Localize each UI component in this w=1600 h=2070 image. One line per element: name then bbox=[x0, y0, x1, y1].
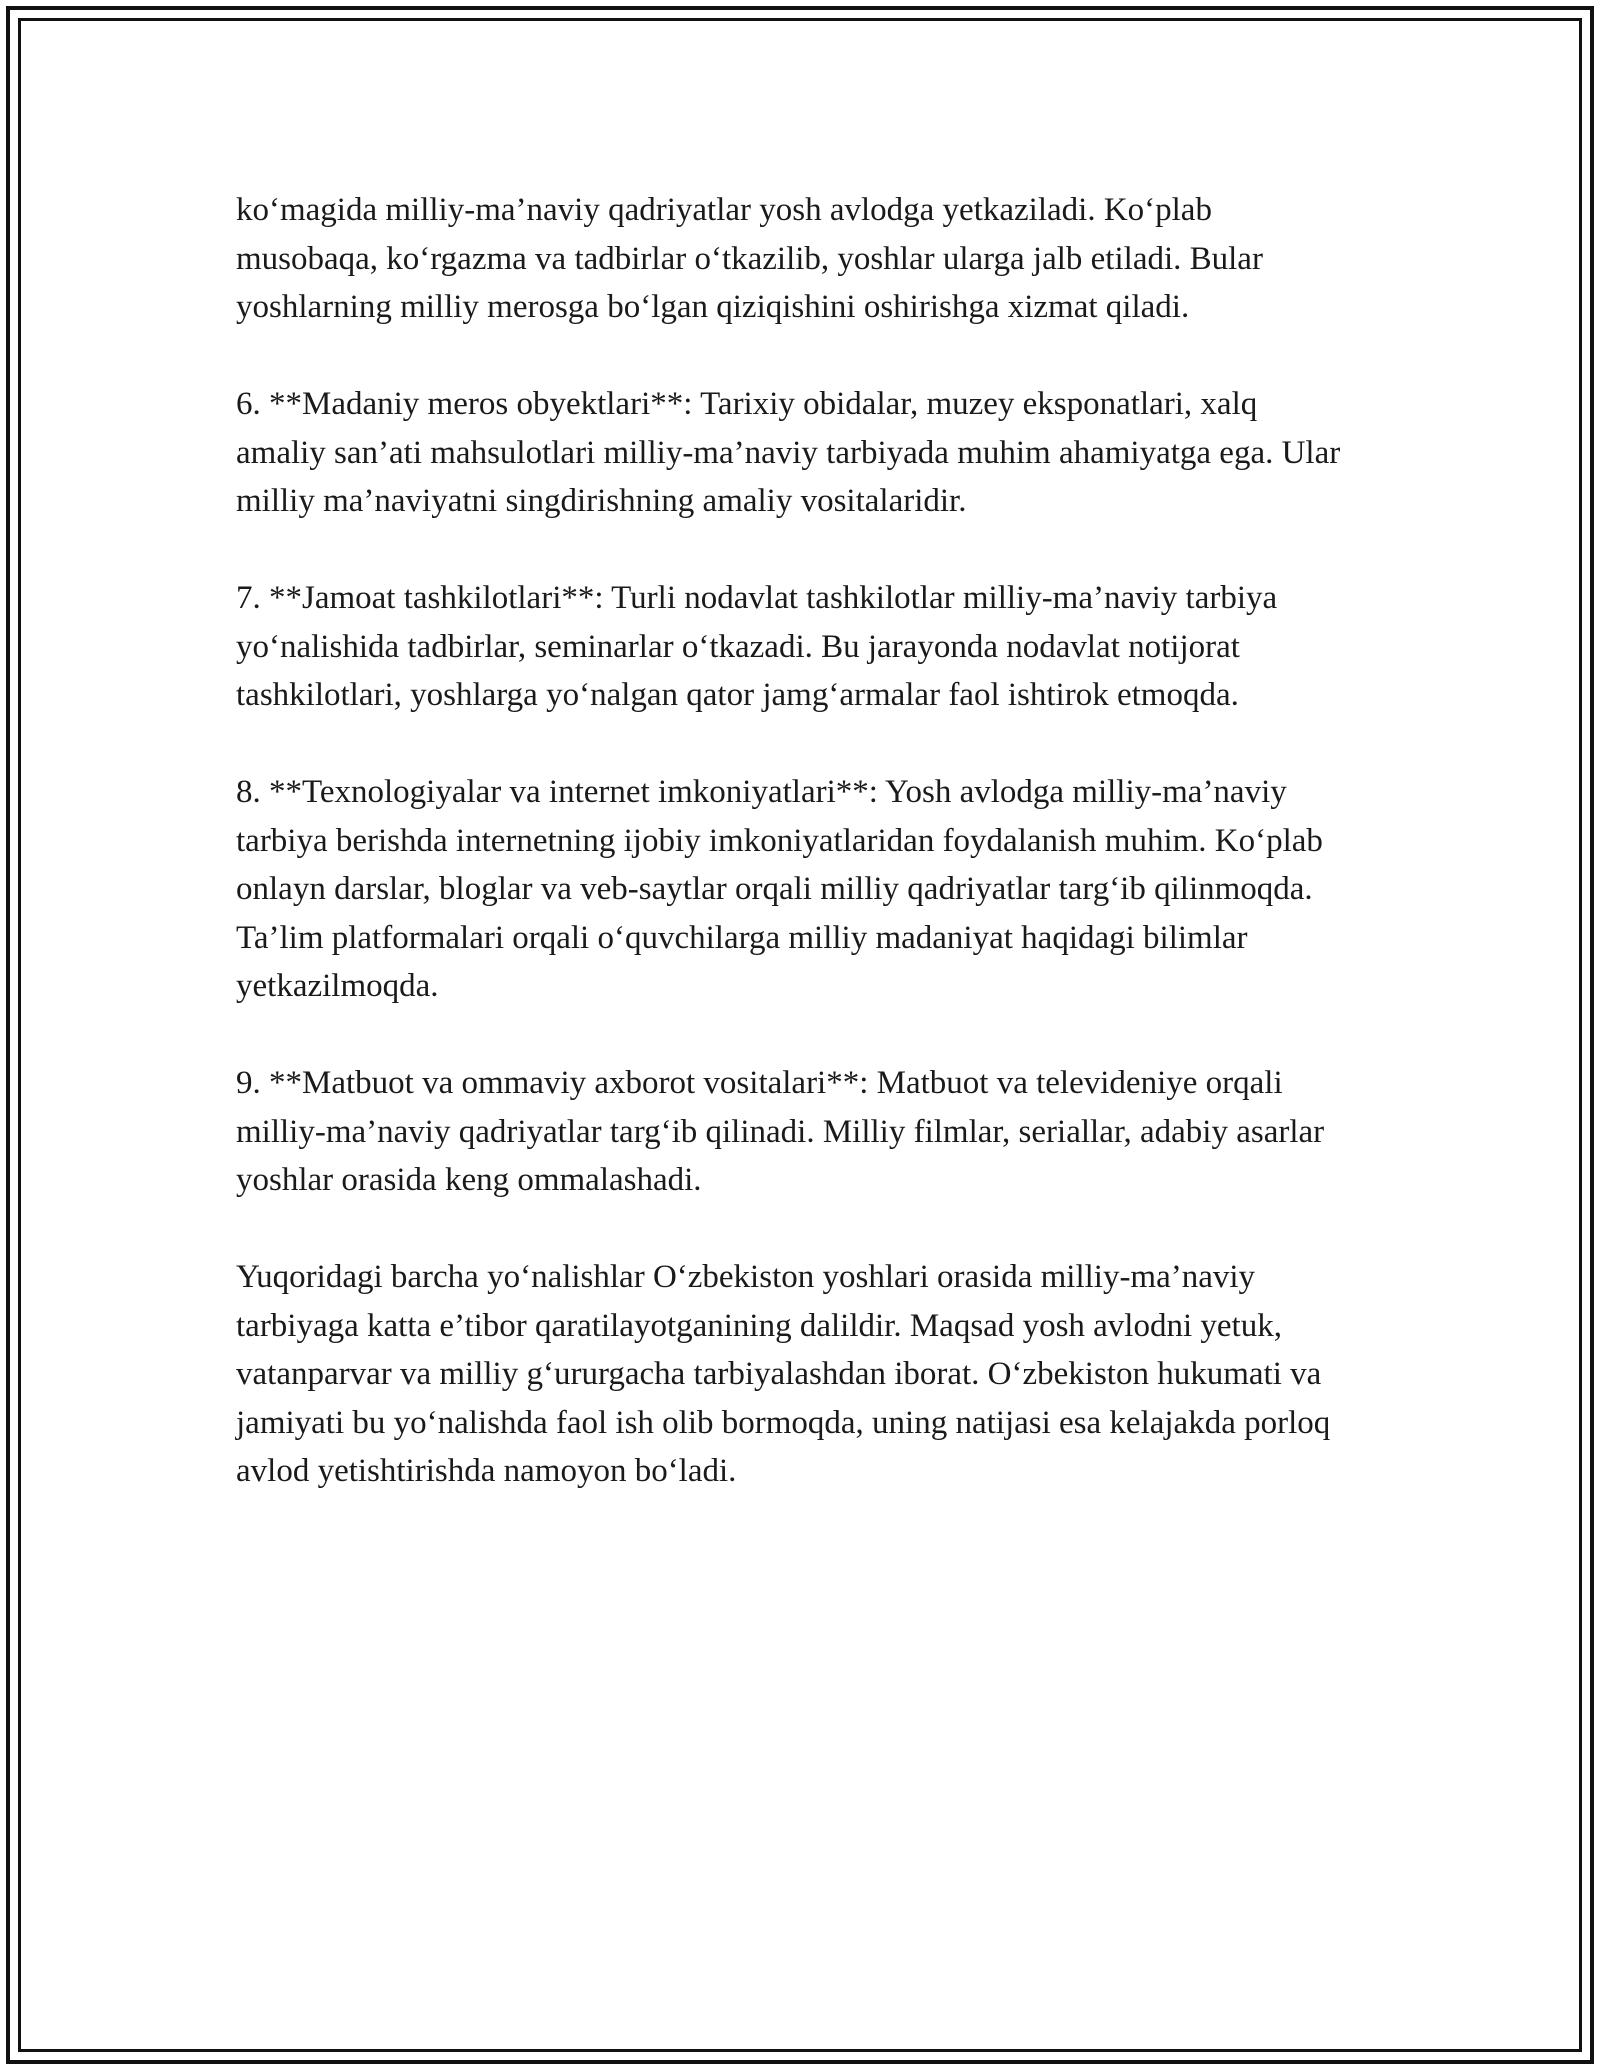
document-body bbox=[236, 186, 1346, 1496]
paragraph-item-7: 7. **Jamoat tashkilotlari**: Turli nodavlat tashkilotlar milliy-ma’naviy tarbiya yo‘nalishida tadbirlar, seminarlar o‘tkazadi. Bu jarayonda nodavlat notijorat tashkilotlari, yoshlarga yo‘nalgan qator jamg‘armalar faol ishtirok etmoqda. bbox=[236, 580, 1278, 713]
paragraph-conclusion: Yuqoridagi barcha yo‘nalishlar O‘zbekiston yoshlari orasida milliy-ma’naviy tarbiyaga katta e’tibor qaratilayotganining dalildir. Maqsad yosh avlodni yetuk, vatanparvar va milliy g‘ururgacha tarbiyalashdan iborat. O‘zbekiston hukumati va jamiyati bu yo‘nalishda faol ish olib bormoqda, uning natijasi esa kelajakda porloq avlod yetishtirishda namoyon bo‘ladi. bbox=[236, 1259, 1331, 1489]
paragraph-item-6: 6. **Madaniy meros obyektlari**: Tarixiy obidalar, muzey eksponatlari, xalq amaliy san’ati mahsulotlari milliy-ma’naviy tarbiyada muhim ahamiyatga ega. Ular milliy ma’naviyatni singdirishning amaliy vositalaridir. bbox=[236, 386, 1341, 519]
paragraph-item-9: 9. **Matbuot va ommaviy axborot vositalari**: Matbuot va televideniye orqali milliy-ma’naviy qadriyatlar targ‘ib qilinadi. Milliy filmlar, seriallar, adabiy asarlar yoshlar orasida keng ommalashadi. bbox=[236, 1065, 1325, 1198]
paragraph-item-8: 8. **Texnologiyalar va internet imkoniyatlari**: Yosh avlodga milliy-ma’naviy tarbiya berishda internetning ijobiy imkoniyatlaridan foydalanish muhim. Ko‘plab onlayn darslar, bloglar va veb-saytlar orqali milliy qadriyatlar targ‘ib qilinmoqda. Ta’lim platformalari orqali o‘quvchilarga milliy madaniyat haqidagi bilimlar yetkazilmoqda. bbox=[236, 774, 1323, 1004]
paragraph-intro-continuation: ko‘magida milliy-ma’naviy qadriyatlar yosh avlodga yetkaziladi. Ko‘plab musobaqa, ko‘rgazma va tadbirlar o‘tkazilib, yoshlar ularga jalb etiladi. Bular yoshlarning milliy merosga bo‘lgan qiziqishini oshirishga xizmat qiladi. bbox=[236, 192, 1263, 325]
